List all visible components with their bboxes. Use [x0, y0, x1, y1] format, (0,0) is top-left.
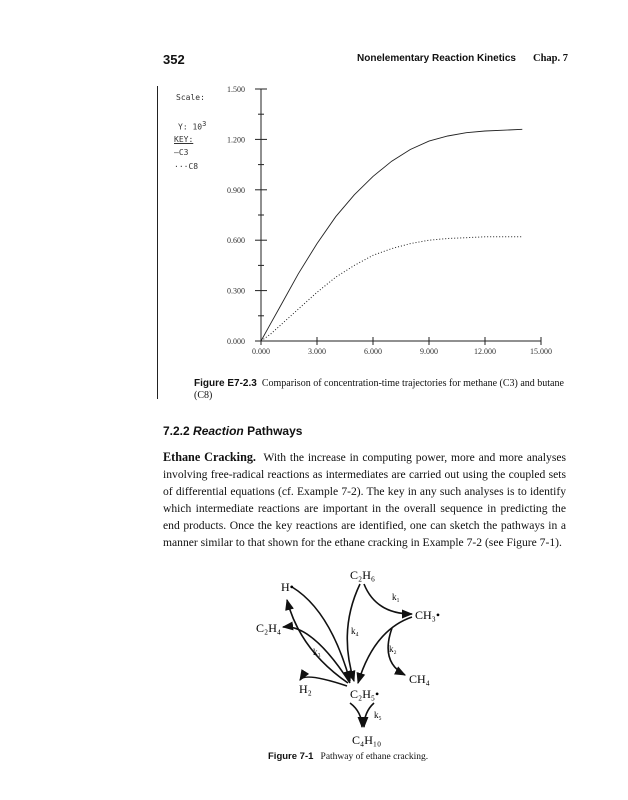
species-c2h5-radical: C₂H₅•	[350, 687, 380, 701]
rate-k1: k₁	[392, 592, 400, 602]
key-label: KEY:	[174, 135, 194, 144]
x-tick-label: 6.000	[364, 347, 382, 356]
paragraph-body: With the increase in computing power, more and more analyses involving free-radical reactions as intermediates are carried out using the coupled sets of differential equations (cf. Example 7-2). The key in any such analyses is to identify which intermediate reactions are important in the overall sequence in predicting the end products. Once the key reactions are identified, one can sketch the pathways in a manner similar to that shown for the ethane cracking in Example 7-2 (see Figure 7-1).	[163, 451, 566, 549]
y-tick-label: 0.900	[227, 185, 245, 195]
species-c4h10: C₄H₁₀	[352, 733, 382, 747]
y-tick-label: 1.200	[227, 135, 245, 145]
paragraph-lead: Ethane Cracking.	[163, 450, 256, 464]
chapter-label: Chap. 7	[533, 53, 569, 64]
x-tick-label: 9.000	[420, 347, 438, 356]
species-ch3-radical: CH₃•	[415, 608, 441, 622]
running-title: Nonelementary Reaction Kinetics	[357, 53, 516, 64]
rate-k3: k₃	[313, 647, 321, 657]
rate-k5: k₅	[374, 710, 382, 720]
page-number: 352	[163, 52, 185, 67]
y-scale: Y: $10^3$	[178, 120, 207, 132]
arrow-c2h6-ch3	[364, 584, 412, 614]
figure-caption	[194, 378, 574, 402]
x-tick-label: 15.000	[530, 347, 552, 356]
section-number: 7.2.2	[163, 424, 190, 438]
figure2-caption	[268, 751, 428, 762]
key-c3: —C3	[174, 148, 189, 157]
arrow-c2h5-c4h10-b	[364, 703, 374, 727]
x-tick-label: 12.000	[474, 347, 496, 356]
key-c8: ···C8	[174, 162, 199, 171]
scale-label: Scale:	[176, 93, 205, 102]
x-tick-label: 0.000	[252, 347, 270, 356]
rate-k2: k₂	[389, 644, 397, 654]
y-tick-label: 0.600	[227, 236, 245, 246]
y-tick-label: 0.000	[227, 337, 245, 346]
figure2-caption-label: Figure 7-1	[268, 751, 314, 762]
species-h-radical: H•	[281, 580, 294, 594]
section-heading	[163, 424, 302, 438]
species-c2h6: C₂H₆	[350, 568, 376, 582]
y-tick-label: 0.300	[227, 286, 245, 296]
concentration-time-chart	[0, 0, 628, 380]
y-tick-label: 1.500	[227, 85, 245, 94]
y-scale-exponent: 3	[202, 120, 207, 128]
rate-k4: k₄	[351, 626, 359, 636]
x-tick-label: 3.000	[308, 347, 326, 356]
species-c2h4: C₂H₄	[256, 621, 282, 635]
species-h2: H₂	[299, 682, 312, 696]
arrow-ch3-c2h5	[358, 617, 412, 683]
series-line-c8	[261, 237, 522, 341]
figure2-caption-text: Pathway of ethane cracking.	[320, 752, 429, 762]
body-paragraph	[163, 449, 566, 551]
series-line-c3	[261, 129, 522, 341]
arrow-c2h5-c4h10-a	[350, 703, 362, 727]
section-title-italic: Reaction	[193, 424, 244, 438]
figure-caption-label: Figure E7-2.3	[194, 378, 257, 389]
species-ch4: CH₄	[409, 672, 430, 686]
section-title-rest: Pathways	[247, 424, 303, 438]
ethane-cracking-pathway	[240, 560, 460, 750]
figure-caption-text: Comparison of concentration-time trajectories for methane (C3) and butane (C8)	[194, 378, 564, 401]
